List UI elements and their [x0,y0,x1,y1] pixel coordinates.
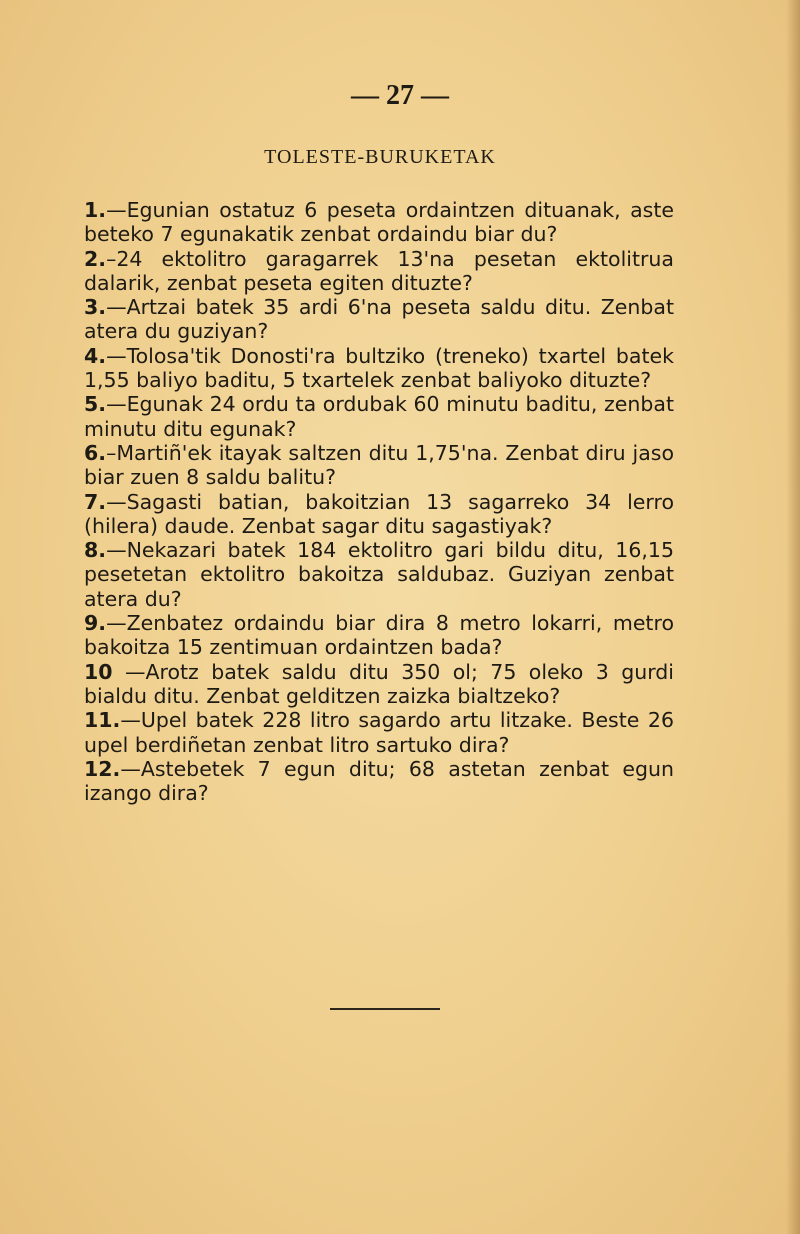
problem-item [84,611,674,660]
problem-number: 5. [84,392,107,417]
problem-number: 4. [84,343,107,368]
problem-item [84,757,674,806]
problem-item [84,247,674,296]
problem-number: 10 [84,659,113,684]
problem-number: 2. [84,246,107,271]
problem-text: —Tolosa'tik Donosti'ra bultziko (treneko) txartel batek 1,55 baliyo baditu, 5 txartelek zenbat baliyoko dituzte? [84,343,674,393]
problem-text: —Artzai batek 35 ardi 6'na peseta saldu ditu. Zenbat atera du guziyan? [84,295,674,344]
closing-rule [330,1008,440,1010]
problem-text: —Upel batek 228 litro sagardo artu litzake. Beste 26 upel berdiñetan zenbat litro sartuko dira? [84,708,674,757]
problem-number: 9. [84,611,107,636]
problem-number: 12. [84,756,121,781]
problem-text: —Zenbatez ordaindu biar dira 8 metro lokarri, metro bakoitza 15 zentimuan ordaintzen bada? [84,611,674,660]
problem-item [84,198,674,247]
problem-text: —Egunak 24 ordu ta ordubak 60 minutu baditu, zenbat minutu ditu egunak? [84,392,674,441]
problem-text: —Sagasti batian, bakoitzian 13 sagarreko 34 lerro (hilera) daude. Zenbat sagar ditu sagastiyak? [84,489,674,538]
problem-number: 11. [84,708,121,733]
problem-number: 3. [84,295,107,320]
problem-item [84,708,674,757]
page-number: — 27 — [351,80,449,111]
problem-text: —Nekazari batek 184 ektolitro gari bildu ditu, 16,15 pesetetan ektolitro bakoitza saldubaz. Guziyan zenbat atera du? [84,538,674,611]
page-edge-shadow [786,0,800,1234]
section-heading: TOLESTE-BURUKETAK [264,146,496,168]
problem-number: 7. [84,489,107,514]
problem-text: —Arotz batek saldu ditu 350 ol; 75 oleko 3 gurdi bialdu ditu. Zenbat gelditzen zaizka bialtzeko? [84,659,674,708]
problem-item [84,538,674,611]
problem-text: –Martiñ'ek itayak saltzen ditu 1,75'na. Zenbat diru jaso biar zuen 8 saldu balitu? [84,440,674,490]
problem-item [84,490,674,539]
problem-item [84,344,674,393]
problem-text: —Astebetek 7 egun ditu; 68 astetan zenbat egun izango dira? [84,756,674,806]
problem-number: 1. [84,198,107,222]
problem-item [84,441,674,490]
problem-item [84,295,674,344]
problem-item [84,660,674,709]
problem-text: –24 ektolitro garagarrek 13'na pesetan ektolitrua dalarik, zenbat peseta egiten dituzte? [84,246,674,295]
problem-text: —Egunian ostatuz 6 peseta ordaintzen dituanak, aste beteko 7 egunakatik zenbat ordaindu biar du? [84,198,674,247]
problem-list [84,198,674,805]
problem-number: 8. [84,538,107,563]
problem-number: 6. [84,440,107,465]
problem-item [84,392,674,441]
